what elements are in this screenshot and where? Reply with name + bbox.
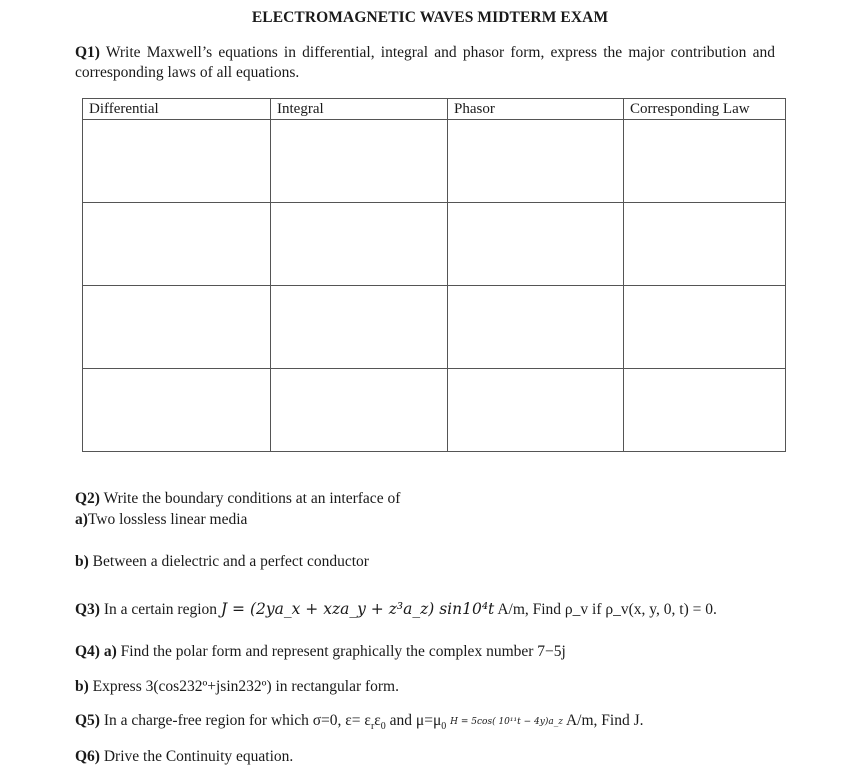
question-4a-label: Q4) a) — [75, 643, 117, 660]
question-1 — [75, 43, 775, 83]
question-2a-text: Two lossless linear media — [87, 511, 248, 528]
table-cell[interactable] — [83, 203, 271, 286]
maxwell-equations-table — [82, 98, 786, 452]
table-cell[interactable] — [448, 203, 624, 286]
table-cell[interactable] — [83, 369, 271, 452]
question-2-label: Q2) — [75, 490, 100, 507]
question-4a-text: Find the polar form and represent graphically the complex number 7−5j — [120, 643, 566, 660]
exam-title: ELECTROMAGNETIC WAVES MIDTERM EXAM — [251, 9, 609, 26]
header-phasor: Phasor — [448, 99, 624, 120]
question-2b-text: Between a dielectric and a perfect conductor — [92, 553, 369, 570]
question-2b — [75, 552, 369, 572]
question-6 — [75, 747, 293, 767]
question-5-text-after: A/m, Find J. — [565, 712, 644, 729]
table-cell[interactable] — [624, 120, 786, 203]
table-cell[interactable] — [624, 203, 786, 286]
current-density-equation: J = (2ya_x + xza_y + z³a_z) sin10⁴t — [220, 600, 495, 618]
table-cell[interactable] — [271, 369, 448, 452]
header-differential: Differential — [83, 99, 271, 120]
table-cell[interactable] — [624, 369, 786, 452]
question-3-text: In a certain region — [103, 601, 218, 618]
question-4b-label: b) — [75, 678, 89, 695]
question-5: Q5) In a charge-free region for which σ=0, $\varepsilon= \varepsilon_r\varepsilon_0$ and $\mu=\mu_0$ H = 5cos( 10¹¹t − 4y)a_z A/m, Find J. — [75, 712, 644, 733]
question-2-text: Write the boundary conditions at an interface of — [103, 490, 401, 507]
question-3-units: A/m, Find ρ_v if ρ_v(x, y, 0, t) = 0. — [497, 601, 717, 618]
question-2a-label: a) — [75, 511, 88, 528]
table-row — [83, 286, 786, 369]
table-cell[interactable] — [271, 203, 448, 286]
question-5-text-before: In a charge-free region for which σ=0, ε= ε — [103, 712, 371, 729]
table-header-row — [83, 99, 786, 120]
question-1-label: Q1) — [75, 44, 100, 61]
question-4b-text: Express 3(cos232º+jsin232º) in rectangular form. — [92, 678, 399, 695]
table-cell[interactable] — [271, 120, 448, 203]
question-4a — [75, 642, 566, 662]
question-3 — [75, 599, 717, 620]
question-2a — [75, 510, 247, 530]
question-6-text: Drive the Continuity equation. — [103, 748, 294, 765]
question-5-label: Q5) — [75, 712, 100, 729]
table-cell[interactable] — [448, 120, 624, 203]
question-5-text-mid: and μ=μ — [389, 712, 442, 729]
header-corresponding-law: Corresponding Law — [624, 99, 786, 120]
question-2b-label: b) — [75, 553, 89, 570]
question-1-text: Write Maxwell’s equations in differential, integral and phasor form, express the major contribution and corresponding laws of all equations. — [75, 44, 775, 81]
table-row — [83, 203, 786, 286]
question-6-label: Q6) — [75, 748, 100, 765]
table-cell[interactable] — [83, 120, 271, 203]
header-integral: Integral — [271, 99, 448, 120]
table-cell[interactable] — [83, 286, 271, 369]
table-row — [83, 120, 786, 203]
table-row — [83, 369, 786, 452]
question-3-label: Q3) — [75, 601, 100, 618]
table-cell[interactable] — [448, 369, 624, 452]
question-4b — [75, 677, 399, 697]
table-cell[interactable] — [624, 286, 786, 369]
table-cell[interactable] — [448, 286, 624, 369]
question-2 — [75, 489, 400, 509]
magnetic-field-equation: H = 5cos( 10¹¹t − 4y)a_z — [450, 717, 563, 727]
table-cell[interactable] — [271, 286, 448, 369]
